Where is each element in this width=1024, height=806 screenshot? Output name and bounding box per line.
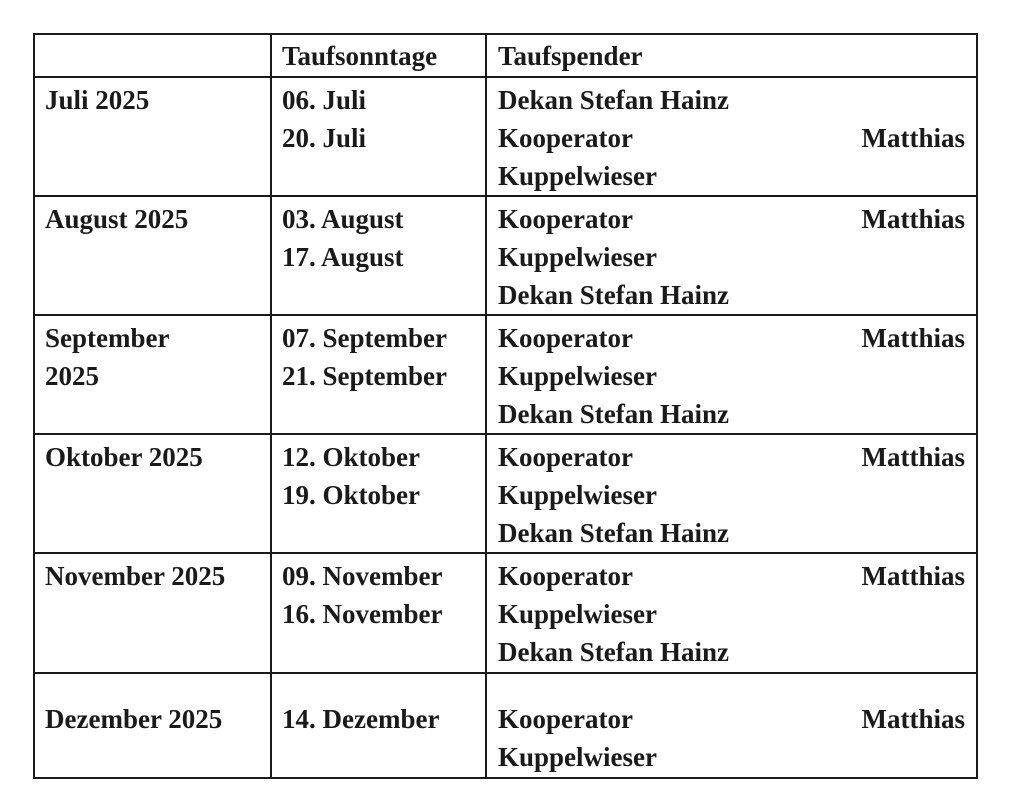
date-line: 21. September bbox=[282, 361, 447, 391]
minister-line: Dekan Stefan Hainz bbox=[498, 518, 730, 548]
month-line: Dezember 2025 bbox=[45, 704, 223, 734]
ministers-cell bbox=[487, 197, 976, 316]
month-cell bbox=[35, 674, 272, 777]
minister-line: Dekan Stefan Hainz bbox=[498, 399, 730, 429]
minister-word: Matthias bbox=[861, 323, 965, 353]
minister-word: Kooperator bbox=[498, 704, 633, 734]
minister-line: Dekan Stefan Hainz bbox=[498, 85, 730, 115]
date-line: 03. August bbox=[282, 204, 404, 234]
dates-cell bbox=[272, 554, 487, 674]
minister-word: Matthias bbox=[861, 204, 965, 234]
month-cell bbox=[35, 435, 272, 554]
minister-word: Kooperator bbox=[498, 442, 633, 472]
baptism-schedule-table bbox=[33, 33, 978, 779]
month-line: Oktober 2025 bbox=[45, 442, 203, 472]
minister-word: Kooperator bbox=[498, 323, 633, 353]
header-ministers: Taufspender bbox=[487, 35, 976, 78]
minister-line: Kuppelwieser bbox=[498, 361, 657, 391]
header-month bbox=[35, 35, 272, 78]
minister-line bbox=[498, 119, 965, 157]
month-line: August 2025 bbox=[45, 204, 189, 234]
dates-cell bbox=[272, 197, 487, 316]
minister-word: Matthias bbox=[861, 123, 965, 153]
date-line: 16. November bbox=[282, 599, 443, 629]
month-line: 2025 bbox=[45, 361, 99, 391]
month-cell bbox=[35, 197, 272, 316]
date-line: 06. Juli bbox=[282, 85, 367, 115]
minister-line bbox=[498, 557, 965, 595]
minister-line: Dekan Stefan Hainz bbox=[498, 280, 730, 310]
minister-line: Kuppelwieser bbox=[498, 742, 657, 772]
minister-word: Kooperator bbox=[498, 123, 633, 153]
minister-line: Dekan Stefan Hainz bbox=[498, 637, 730, 667]
dates-cell bbox=[272, 674, 487, 777]
minister-line bbox=[498, 438, 965, 476]
minister-line bbox=[498, 700, 965, 738]
minister-word: Kooperator bbox=[498, 204, 633, 234]
ministers-cell bbox=[487, 554, 976, 674]
minister-word: Kooperator bbox=[498, 561, 633, 591]
minister-line bbox=[498, 319, 965, 357]
minister-word: Matthias bbox=[861, 704, 965, 734]
dates-cell bbox=[272, 78, 487, 197]
ministers-cell bbox=[487, 78, 976, 197]
date-line: 20. Juli bbox=[282, 123, 367, 153]
minister-line: Kuppelwieser bbox=[498, 161, 657, 191]
month-cell bbox=[35, 78, 272, 197]
date-line: 14. Dezember bbox=[282, 704, 440, 734]
dates-cell bbox=[272, 435, 487, 554]
minister-line: Kuppelwieser bbox=[498, 599, 657, 629]
dates-cell bbox=[272, 316, 487, 435]
minister-word: Matthias bbox=[861, 442, 965, 472]
date-line: 19. Oktober bbox=[282, 480, 420, 510]
minister-line: Kuppelwieser bbox=[498, 480, 657, 510]
minister-line bbox=[498, 200, 965, 238]
minister-word: Matthias bbox=[861, 561, 965, 591]
month-line: November 2025 bbox=[45, 561, 226, 591]
date-line: 09. November bbox=[282, 561, 443, 591]
ministers-cell bbox=[487, 674, 976, 777]
month-cell bbox=[35, 554, 272, 674]
ministers-cell bbox=[487, 316, 976, 435]
month-line: Juli 2025 bbox=[45, 85, 150, 115]
date-line: 07. September bbox=[282, 323, 447, 353]
date-line: 12. Oktober bbox=[282, 442, 420, 472]
date-line: 17. August bbox=[282, 242, 404, 272]
ministers-cell bbox=[487, 435, 976, 554]
minister-line: Kuppelwieser bbox=[498, 242, 657, 272]
month-cell bbox=[35, 316, 272, 435]
month-line: September bbox=[45, 323, 170, 353]
header-dates: Taufsonntage bbox=[272, 35, 487, 78]
